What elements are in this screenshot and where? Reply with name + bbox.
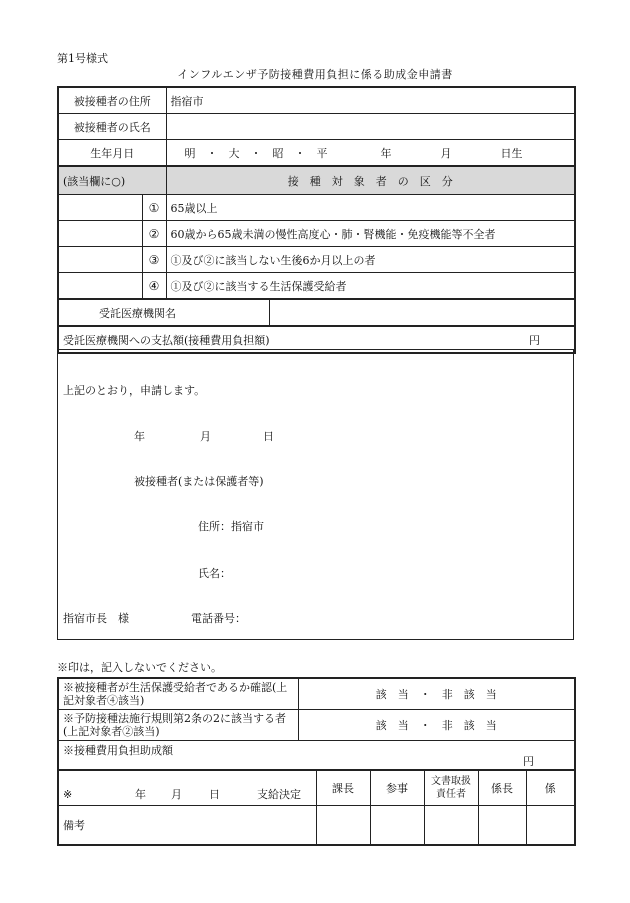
subsidy-row[interactable] [58, 741, 575, 771]
category-number-4: ④ [142, 273, 166, 300]
welfare-check-value[interactable]: 該 当 ・ 非 該 当 [298, 678, 575, 710]
name-label: 被接種者の氏名 [58, 114, 166, 140]
application-statement: 上記のとおり，申請します。 [63, 384, 206, 397]
mark-column-label: (該当欄に○) [58, 166, 166, 195]
decision-day: 日 [209, 788, 220, 801]
addressee: 指宿市長 様 [63, 612, 129, 625]
clinic-field[interactable] [270, 300, 575, 325]
form-title: インフルエンザ予防接種費用負担に係る助成金申請書 [177, 68, 453, 81]
payment-unit: 円 [529, 333, 540, 347]
dob-day: 日生 [500, 146, 523, 160]
name-field[interactable] [166, 114, 575, 140]
approver-councilor: 参事 [370, 770, 424, 806]
stamp-document-officer[interactable] [424, 806, 478, 846]
decision-mark: ※ [63, 788, 73, 801]
dob-label: 生年月日 [58, 140, 166, 167]
rule-check-label: ※予防接種法施行規則第2条の2に該当する者(上記対象者②該当) [58, 710, 298, 741]
category-text-2: 60歳から65歳未満の慢性高度心・肺・腎機能・免疫機能等不全者 [166, 221, 575, 247]
applicant-name[interactable]: 氏名： [198, 567, 231, 580]
subsidy-label: ※接種費用負担助成額 [63, 744, 173, 757]
mark-cell-4[interactable] [58, 273, 142, 300]
applicant-table [57, 86, 576, 354]
decision-year: 年 [135, 788, 146, 801]
mark-cell-2[interactable] [58, 221, 142, 247]
stamp-councilor[interactable] [370, 806, 424, 846]
decision-row[interactable] [58, 770, 316, 806]
approver-subsection-chief: 係長 [478, 770, 526, 806]
office-use-note: ※印は，記入しないでください。 [57, 661, 222, 674]
decision-label: 支給決定 [257, 788, 301, 801]
mark-cell-3[interactable] [58, 247, 142, 273]
application-box [57, 349, 574, 640]
category-text-4: ①及び②に該当する生活保護受給者 [166, 273, 575, 300]
category-number-3: ③ [142, 247, 166, 273]
payment-label: 受託医療機関への支払額(接種費用負担額) [63, 333, 270, 347]
address-field[interactable]: 指宿市 [166, 87, 575, 114]
recipient-label: 被接種者(または保護者等) [134, 475, 264, 488]
category-number-1: ① [142, 195, 166, 221]
dob-month: 月 [440, 146, 452, 160]
rule-check-value[interactable]: 該 当 ・ 非 該 当 [298, 710, 575, 741]
stamp-section-chief[interactable] [316, 806, 370, 846]
applicant-address[interactable]: 住所：指宿市 [198, 520, 264, 533]
dob-eras: 明 ・ 大 ・ 昭 ・ 平 [184, 146, 328, 160]
approver-staff: 係 [526, 770, 575, 806]
category-number-2: ② [142, 221, 166, 247]
welfare-check-label: ※被接種者が生活保護受給者であるか確認(上記対象者④該当) [58, 678, 298, 710]
category-text-3: ①及び②に該当しない生後6か月以上の者 [166, 247, 575, 273]
date-year: 年 [134, 430, 145, 443]
date-month: 月 [200, 430, 211, 443]
dob-field[interactable] [166, 140, 575, 167]
approver-section-chief: 課長 [316, 770, 370, 806]
mark-cell-1[interactable] [58, 195, 142, 221]
dob-year: 年 [380, 146, 392, 160]
office-table [57, 677, 576, 846]
subsidy-unit: 円 [523, 755, 534, 768]
clinic-label: 受託医療機関名 [59, 300, 270, 325]
phone-label[interactable]: 電話番号： [191, 612, 246, 625]
remarks-label: 備考 [58, 806, 316, 846]
date-day: 日 [263, 430, 274, 443]
category-heading: 接 種 対 象 者 の 区 分 [166, 166, 575, 195]
decision-month: 月 [171, 788, 182, 801]
approver-document-officer: 文書取扱責任者 [424, 770, 478, 806]
clinic-row [58, 299, 575, 326]
address-label: 被接種者の住所 [58, 87, 166, 114]
stamp-staff[interactable] [526, 806, 575, 846]
category-text-1: 65歳以上 [166, 195, 575, 221]
form-number: 第1号様式 [57, 52, 108, 65]
stamp-subsection-chief[interactable] [478, 806, 526, 846]
